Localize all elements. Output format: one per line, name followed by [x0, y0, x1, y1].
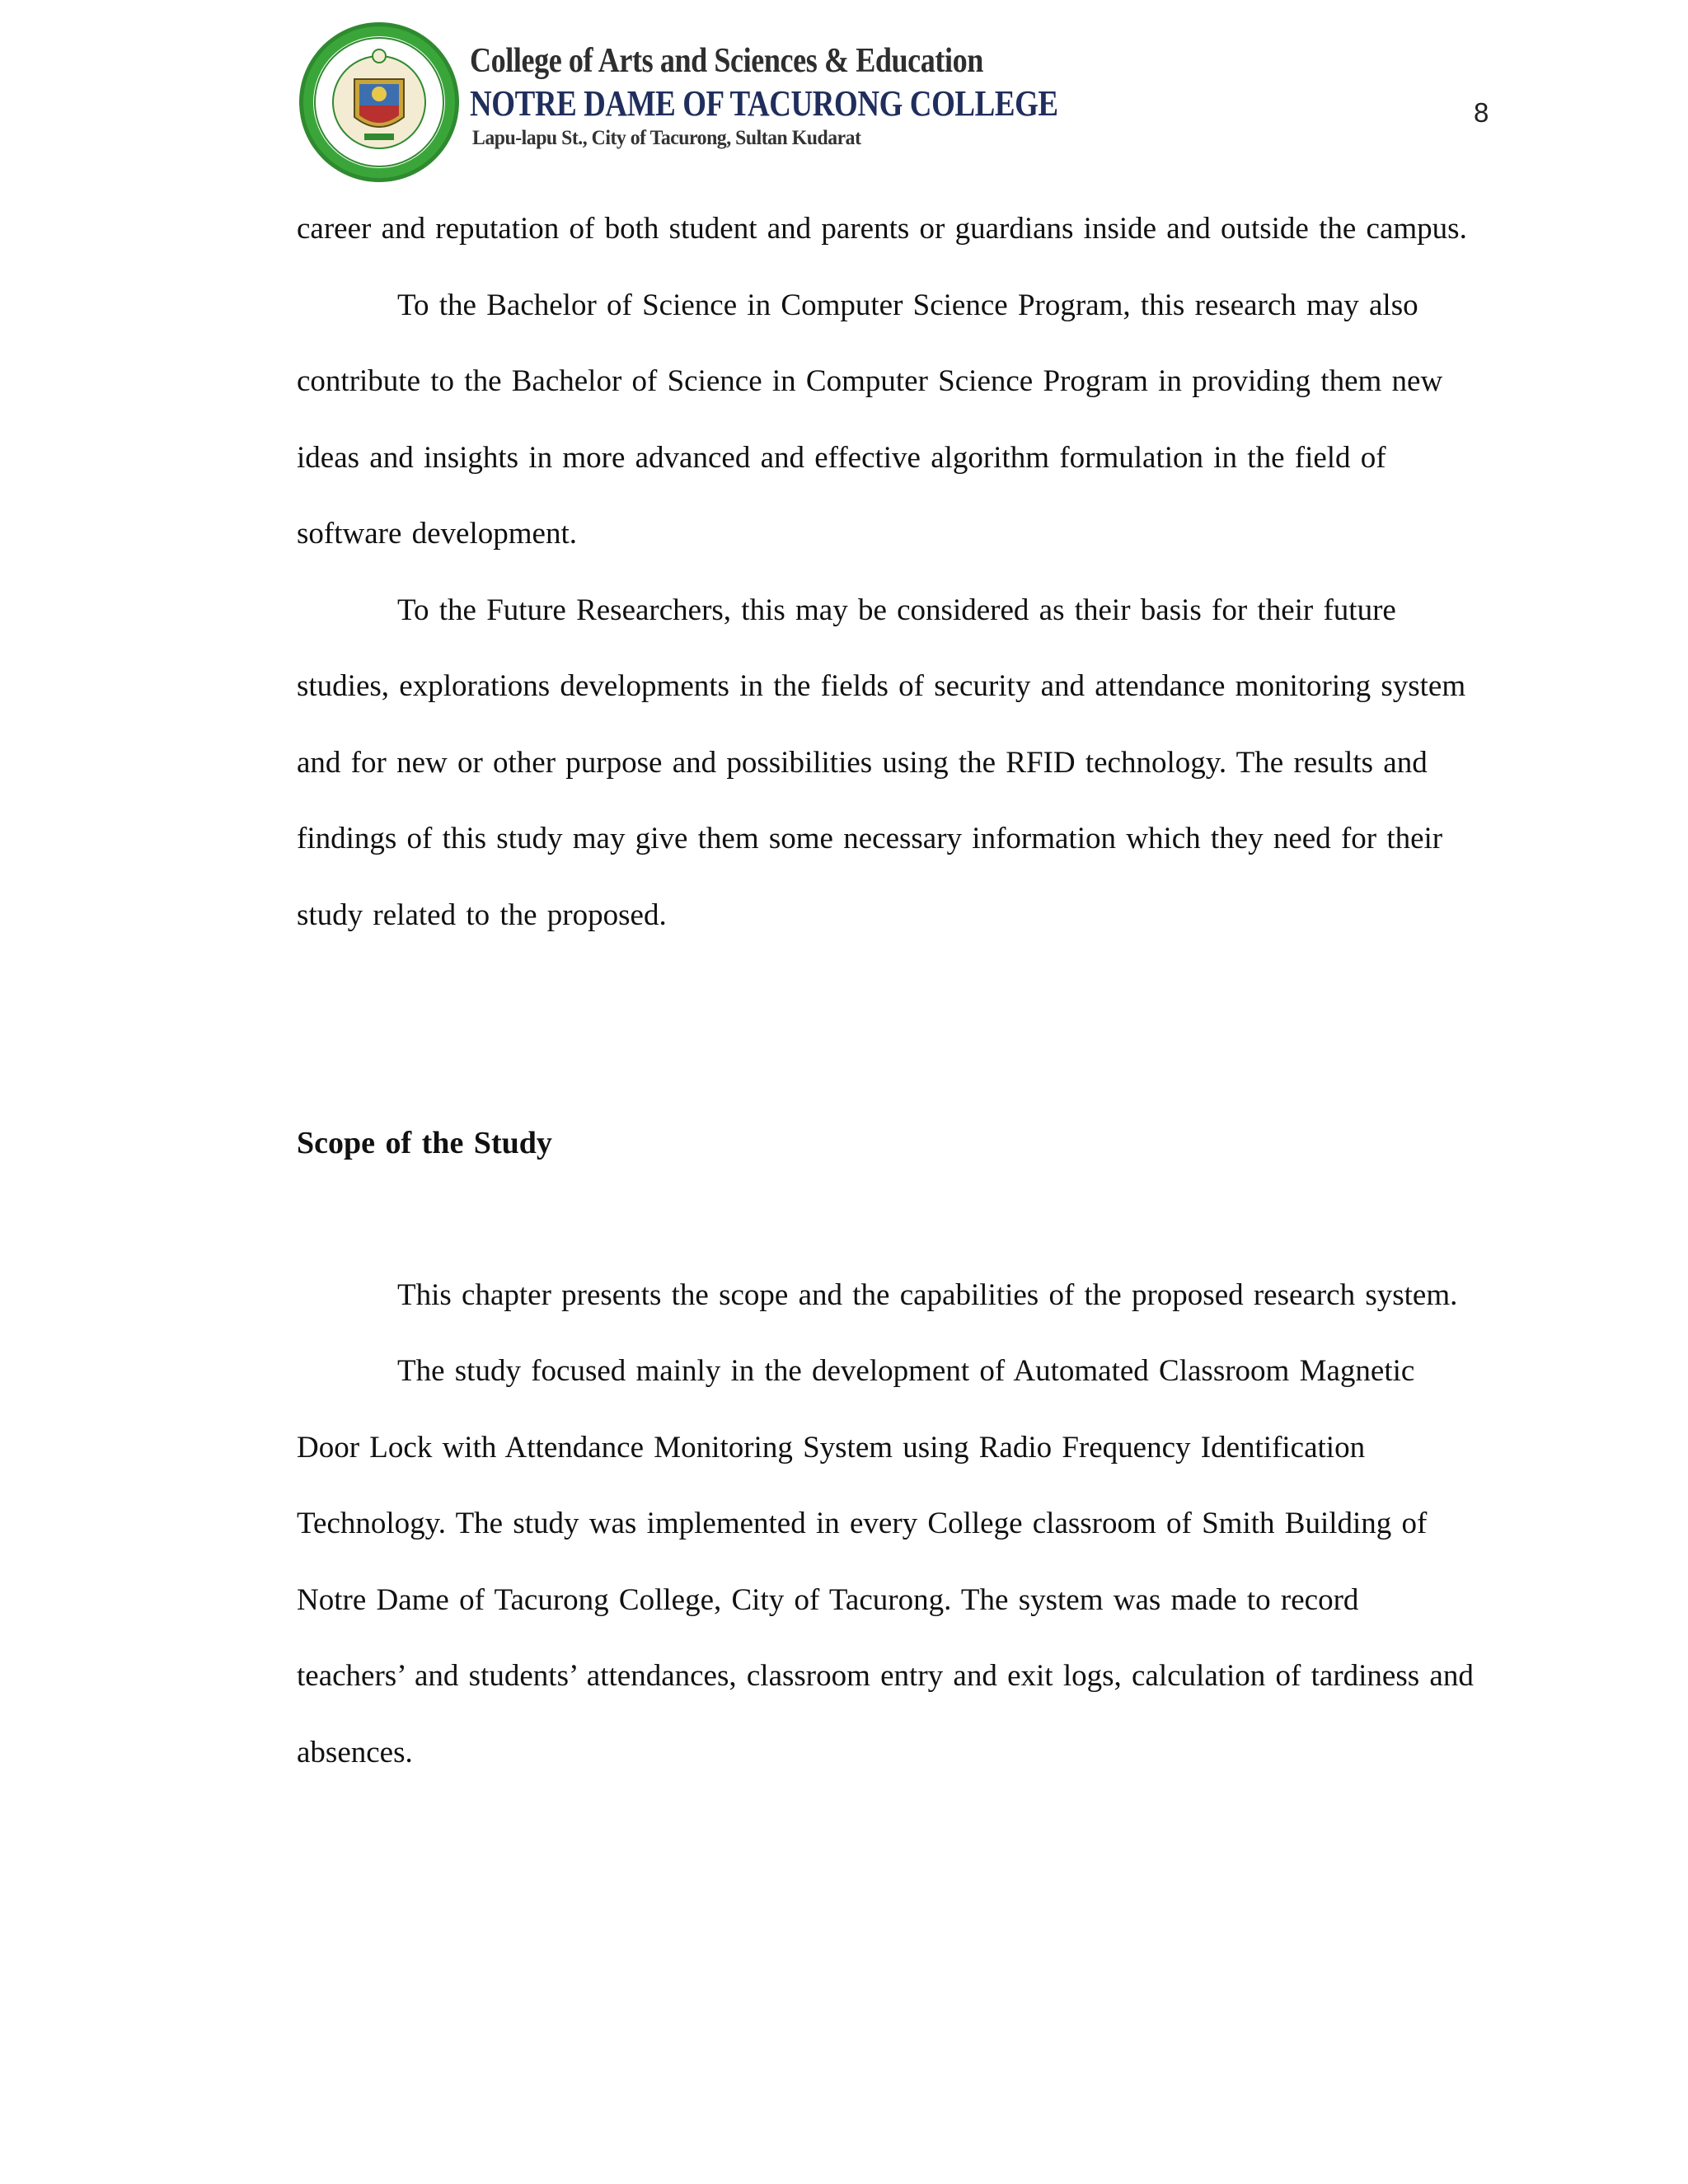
- paragraph-future-researchers: To the Future Researchers, this may be considered as their basis for their future studies, explorations developments in the fields of security and attendance monitoring system and for new or other purpose and possibilities using the RFID technology. The results and findings of this study may give them some necessary information which they need for their study related to the proposed.: [297, 593, 1466, 932]
- college-seal-logo: [297, 20, 462, 185]
- paragraph-study-focus: The study focused mainly in the development of Automated Classroom Magnetic Door Lock with Attendance Monitoring System using Radio Frequency Identification Technology. The study was implemented in every College classroom of Smith Building of Notre Dame of Tacurong College, City of Tacurong. The system was made to record teachers’ and students’ attendances, classroom entry and exit logs, calculation of tardiness and absences.: [297, 1354, 1474, 1769]
- paragraph-continuation: career and reputation of both student and parents or guardians inside and outside the campus.: [297, 212, 1467, 246]
- paragraph-chapter-intro: This chapter presents the scope and the capabilities of the proposed research system.: [397, 1277, 1458, 1312]
- document-body: [297, 191, 1475, 1791]
- section-heading: Scope of the Study: [297, 1126, 552, 1160]
- school-name: NOTRE DAME OF TACURONG COLLEGE: [470, 83, 1058, 124]
- school-address: Lapu-lapu St., City of Tacurong, Sultan Kudarat: [472, 127, 861, 149]
- paragraph-cs-program: To the Bachelor of Science in Computer Science Program, this research may also contribute to the Bachelor of Science in Computer Science Program in providing them new ideas and insights in more advanced and effective algorithm formulation in the field of software development.: [297, 288, 1443, 551]
- college-name: College of Arts and Sciences & Education: [470, 42, 983, 80]
- page-number: 8: [1474, 97, 1489, 128]
